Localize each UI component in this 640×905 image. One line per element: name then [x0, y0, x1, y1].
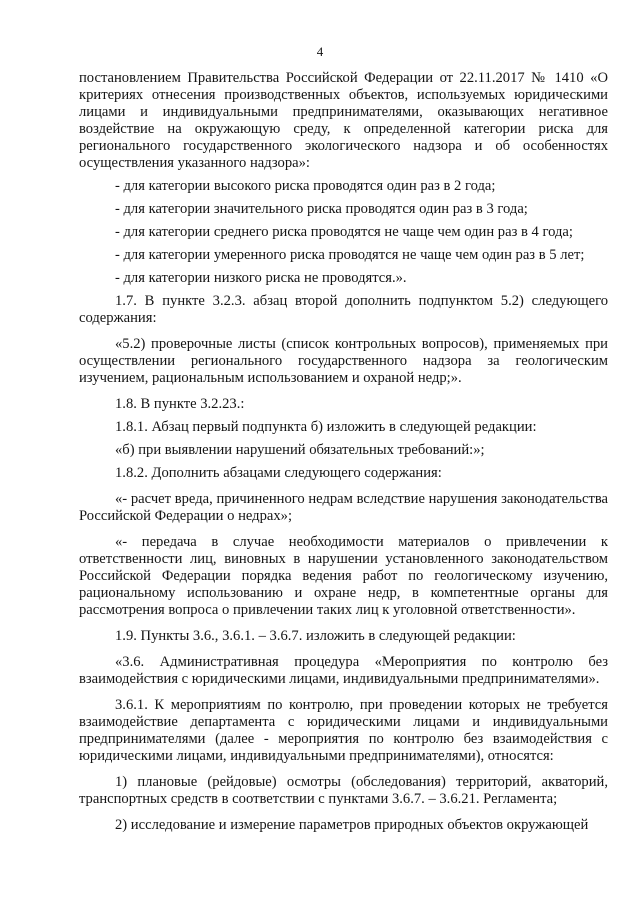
- paragraph-1-8-1: 1.8.1. Абзац первый подпункта б) изложить в следующей редакции:: [115, 419, 537, 435]
- paragraph-intro: постановлением Правительства Российской Федерации от 22.11.2017 № 1410 «О критериях отнесения производственных объектов, используемых юридическими лицами и индивидуальными предпринимателями, оказывающих негативное воздействие на окружающую среду, к определенной категории риска для регионального государственного экологического надзора и об особенностях осуществления указанного надзора»:: [79, 70, 608, 171]
- paragraph-3-6: «3.6. Административная процедура «Мероприятия по контролю без взаимодействия с юридическими лицами, индивидуальными предпринимателями».: [79, 654, 608, 687]
- list-item-moderate-risk: - для категории умеренного риска проводятся не чаще чем один раз в 5 лет;: [115, 247, 585, 263]
- paragraph-3-6-1: 3.6.1. К мероприятиям по контролю, при проведении которых не требуется взаимодействие департамента с юридическими лицами и индивидуальными предпринимателями (далее - мероприятия по контролю без взаимодействия с юридическими лицами, индивидуальными предпринимателями), относятся:: [79, 697, 608, 764]
- paragraph-1-9: 1.9. Пункты 3.6., 3.6.1. – 3.6.7. изложить в следующей редакции:: [115, 628, 516, 644]
- list-item-high-risk: - для категории высокого риска проводятся один раз в 2 года;: [115, 178, 496, 194]
- paragraph-5-2: «5.2) проверочные листы (список контрольных вопросов), применяемых при осуществлении регионального государственного надзора за геологическим изучением, рациональным использованием и охраной недр;».: [79, 336, 608, 386]
- paragraph-1-8: 1.8. В пункте 3.2.23.:: [115, 396, 245, 412]
- paragraph-item-1: 1) плановые (рейдовые) осмотры (обследования) территорий, акваторий, транспортных средств в соответствии с пунктами 3.6.7. – 3.6.21. Регламента;: [79, 774, 608, 807]
- paragraph-1-8-2: 1.8.2. Дополнить абзацами следующего содержания:: [115, 465, 442, 481]
- paragraph-transfer: «- передача в случае необходимости материалов о привлечении к ответственности лиц, виновных в нарушении установленного законодательством Российской Федерации порядка ведения работ по геологическому изучению, рациональному использованию и охране недр, в компетентные органы для рассмотрения вопроса о привлечении таких лиц к уголовной ответственности».: [79, 534, 608, 618]
- list-item-low-risk: - для категории низкого риска не проводятся.».: [115, 270, 407, 286]
- paragraph-item-2: 2) исследование и измерение параметров природных объектов окружающей: [115, 817, 589, 833]
- paragraph-b: «б) при выявлении нарушений обязательных требований:»;: [115, 442, 485, 458]
- list-item-significant-risk: - для категории значительного риска проводятся один раз в 3 года;: [115, 201, 528, 217]
- paragraph-damage-calc: «- расчет вреда, причиненного недрам вследствие нарушения законодательства Российской Федерации о недрах»;: [79, 491, 608, 524]
- paragraph-1-7: 1.7. В пункте 3.2.3. абзац второй дополнить подпунктом 5.2) следующего содержания:: [79, 293, 608, 326]
- page-number: 4: [316, 44, 324, 59]
- list-item-medium-risk: - для категории среднего риска проводятся не чаще чем один раз в 4 года;: [115, 224, 573, 240]
- document-body: [79, 70, 608, 834]
